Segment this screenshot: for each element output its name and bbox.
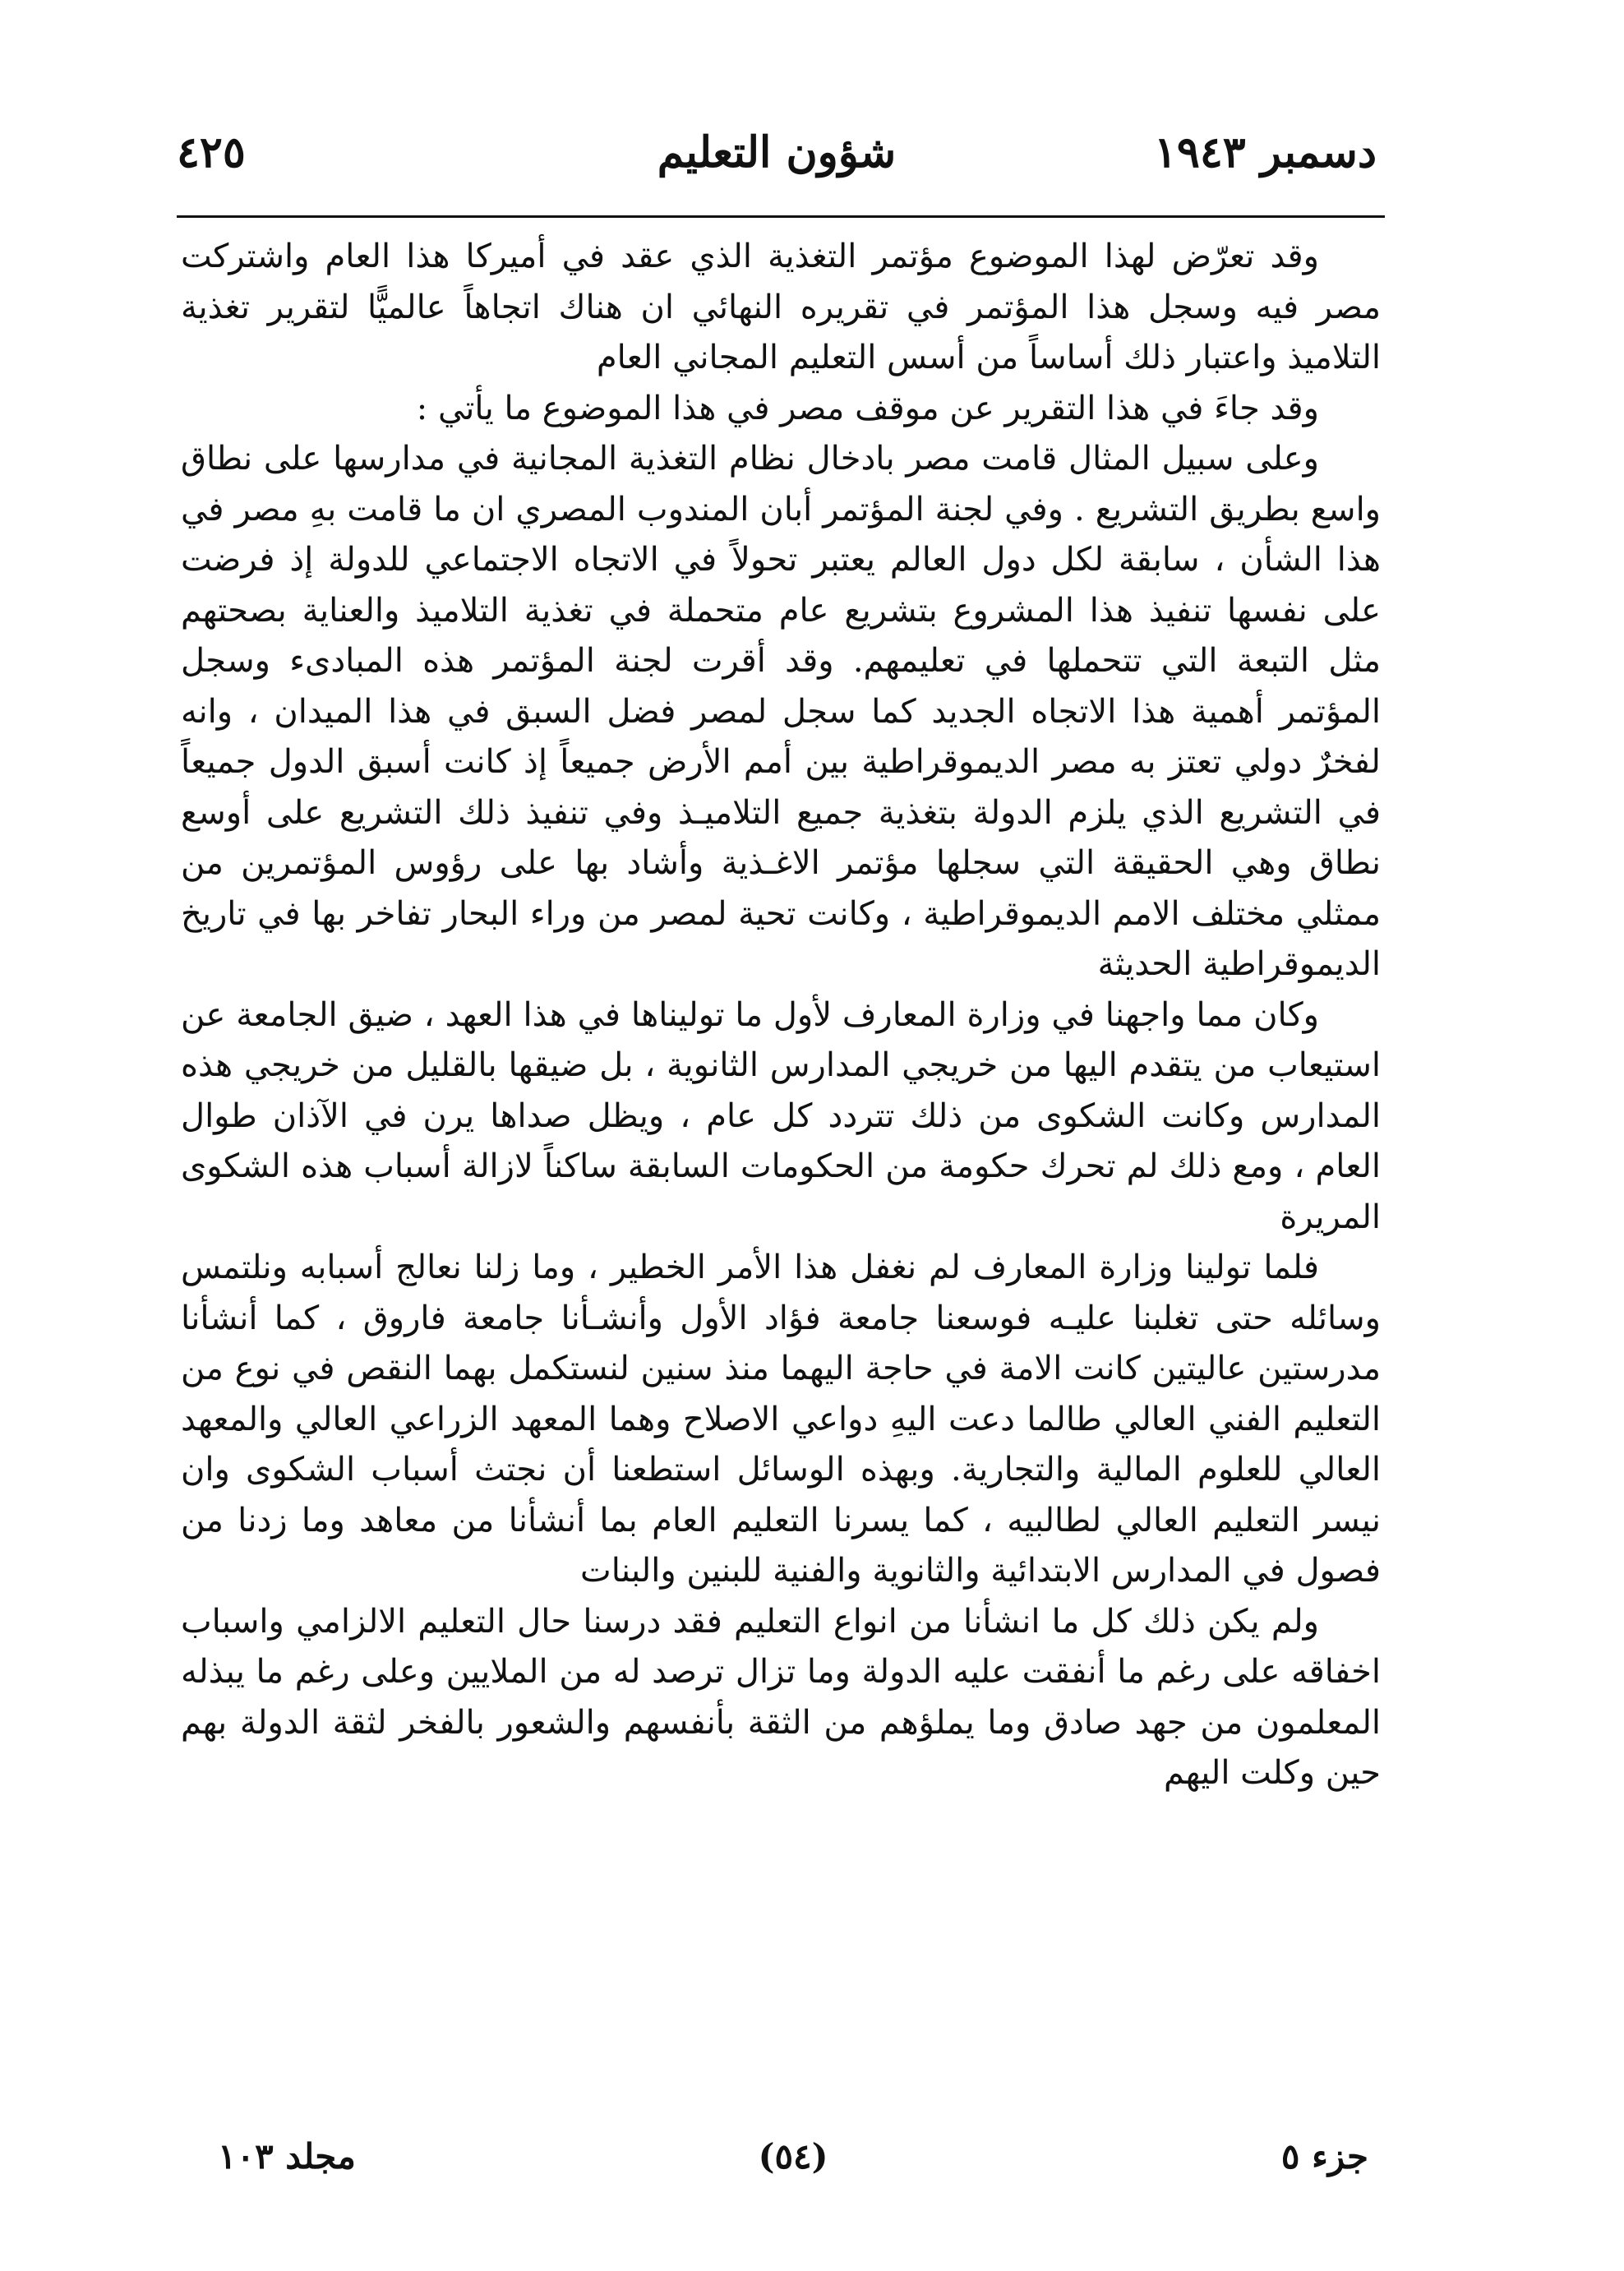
article-body (181, 232, 1381, 2114)
header-rule (177, 215, 1385, 218)
paragraph-3: وعلى سبيل المثال قامت مصر بادخال نظام التغذية المجانية في مدارسها على نطاق واسع بطريق التشريع . وفي لجنة المؤتمر أبان المندوب المصري ان ما قامت بهِ مصر في هذا الشأن ، سابقة لكل دول العالم يعتبر تحولاً في الاتجاه الاجتماعي للدولة إذ فرضت على نفسها تنفيذ هذا المشروع بتشريع عام متحملة في تغذية التلاميذ والعناية بصحتهم مثل التبعة التي تتحملها في تعليمهم. وقد أقرت لجنة المؤتمر هذه المبادىء وسجل المؤتمر أهمية هذا الاتجاه الجديد كما سجل لمصر فضل السبق في هذا الميدان ، وانه لفخرٌ دولي تعتز به مصر الديموقراطية بين أمم الأرض جميعاً إذ كانت أسبق الدول جميعاً في التشريع الذي يلزم الدولة بتغذية جميع التلاميـذ وفي تنفيذ ذلك التشريع على أوسع نطاق وهي الحقيقة التي سجلها مؤتمر الاغـذية وأشاد بها على رؤوس المؤتمرين من ممثلي مختلف الامم الديموقراطية ، وكانت تحية لمصر من وراء البحار تفاخر بها في تاريخ الديموقراطية الحديثة (181, 440, 1381, 983)
paragraph-1: وقد تعرّض لهذا الموضوع مؤتمر التغذية الذي عقد في أميركا هذا العام واشتركت مصر فيه وسجل هذا المؤتمر في تقريره النهائي ان هناك اتجاهاً عالميًّا لتقرير تغذية التلاميذ واعتبار ذلك أساساً من أسس التعليم المجاني العام (181, 238, 1381, 376)
footer-part: جزء ٥ (1280, 2135, 1368, 2176)
paragraph-4: وكان مما واجهنا في وزارة المعارف لأول ما توليناها في هذا العهد ، ضيق الجامعة عن استيعاب من يتقدم اليها من خريجي المدارس الثانوية ، بل ضيقها بالقليل من خريجي هذه المدارس وكانت الشكوى من ذلك تتردد كل عام ، ويظل صداها يرن في الآذان طوال العام ، ومع ذلك لم تحرك حكومة من الحكومات السابقة ساكناً لازالة أسباب هذه الشكوى المريرة (181, 995, 1381, 1236)
footer-volume: مجلد ١٠٣ (218, 2135, 356, 2176)
header-title: شؤون التعليم (657, 127, 897, 178)
header-page-number: ٤٢٥ (177, 127, 246, 178)
header-date: دسمبر ١٩٤٣ (1154, 127, 1377, 178)
paragraph-6: ولم يكن ذلك كل ما انشأنا من انواع التعليم فقد درسنا حال التعليم الالزامي واسباب اخفاقه على رغم ما أنفقت عليه الدولة وما تزال ترصد له من الملايين وعلى رغم ما يبذله المعلمون من جهد صادق وما يملؤهم من الثقة بأنفسهم والشعور بالفخر لثقة الدولة بهم حين وكلت اليهم (181, 1602, 1381, 1792)
page-footer (218, 2127, 1368, 2185)
running-header (177, 115, 1377, 189)
paragraph-5: فلما تولينا وزارة المعارف لم نغفل هذا الأمر الخطير ، وما زلنا نعالج أسبابه ونلتمس وسائله حتى تغلبنا عليـه فوسعنا جامعة فؤاد الأول وأنشـأنا جامعة فاروق ، كما أنشأنا مدرستين عاليتين كانت الامة في حاجة اليهما منذ سنين لنستكمل بهما النقص في نوع من التعليم الفني العالي طالما دعت اليهِ دواعي الاصلاح وهما المعهد الزراعي العالي والمعهد العالي للعلوم المالية والتجارية. وبهذه الوسائل استطعنا أن نجتث أسباب الشكوى وان نيسر التعليم العالي لطالبيه ، كما يسرنا التعليم العام بما أنشأنا من معاهد وما زدنا من فصول في المدارس الابتدائية والثانوية والفنية للبنين والبنات (181, 1249, 1381, 1590)
paragraph-2: وقد جاءَ في هذا التقرير عن موقف مصر في هذا الموضوع ما يأتي : (416, 389, 1319, 427)
footer-issue-page: (٥٤) (758, 2135, 828, 2176)
